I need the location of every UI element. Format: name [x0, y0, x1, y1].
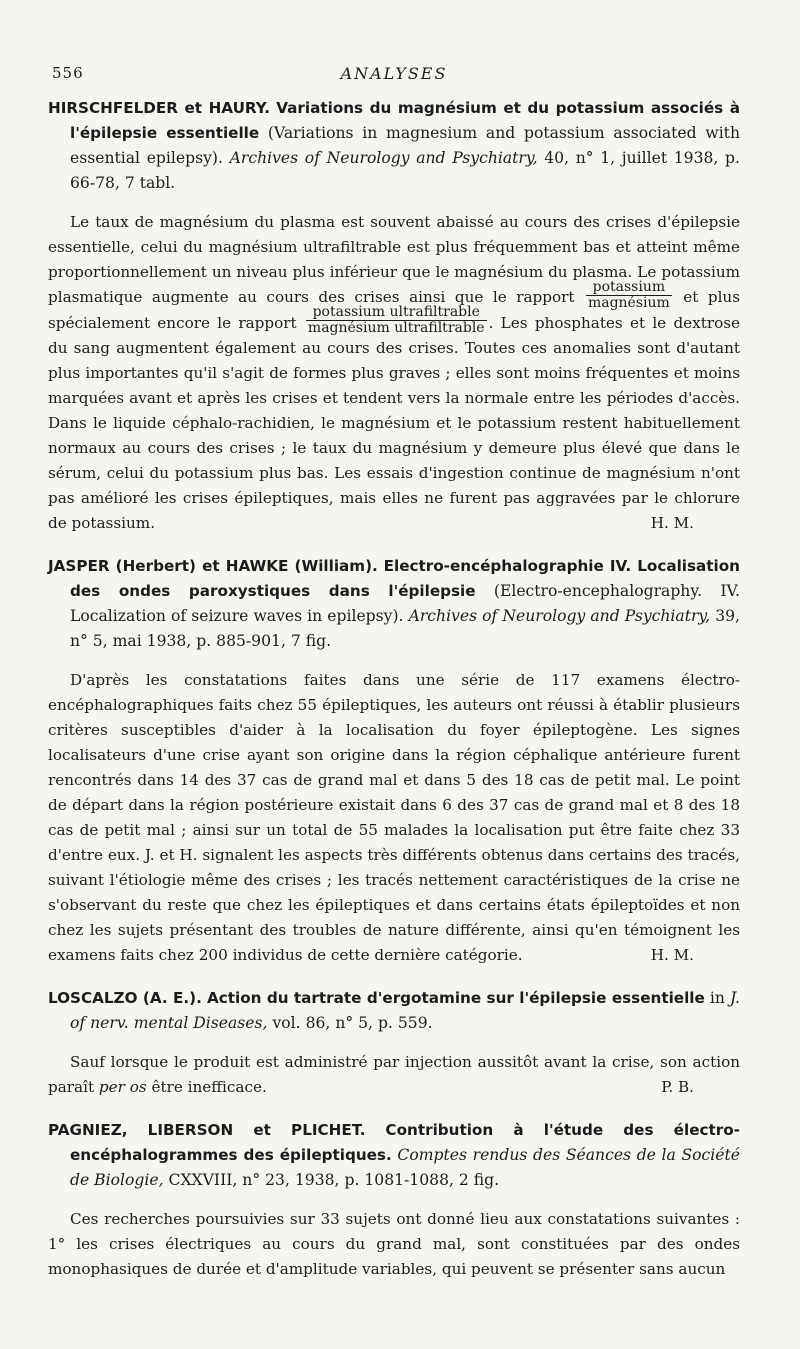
- article-abstract: [48, 210, 740, 536]
- article-reference: [48, 986, 740, 1036]
- section-title: ANALYSES: [340, 64, 448, 83]
- ratio-fraction-1: [586, 280, 672, 311]
- article-title: Electro-encéphalographie IV. Localisation des ondes paroxystiques dans l'épilepsie: [70, 557, 740, 600]
- abstract-text-2: être inefficace.: [151, 1078, 267, 1096]
- article-title: Variations du magnésium et du potassium associés à l'épilepsie essentielle: [70, 99, 740, 142]
- article-authors: LOSCALZO (A. E.).: [48, 989, 202, 1007]
- ratio-fraction-2: [306, 305, 487, 336]
- article-original-title: (Variations in magnesium and potassium associated with essential epilepsy).: [70, 124, 740, 167]
- article-original-title: in: [709, 989, 725, 1007]
- reviewer-signature: H. M.: [650, 946, 694, 964]
- article-pagniez: [48, 1118, 740, 1282]
- article-citation: CXXVIII, n° 23, 1938, p. 1081-1088, 2 fig.: [168, 1171, 500, 1189]
- articles: [48, 96, 740, 1300]
- article-authors: PAGNIEZ, LIBERSON et PLICHET.: [48, 1121, 366, 1139]
- abstract-text: Ces recherches poursuivies sur 33 sujets ont donné lieu aux constatations suivantes : 1° les crises électriques au cours du grand mal, sont constituées par des ondes monophasiques de durée et d'amplitude variables, qui peuvent se présenter sans aucun: [48, 1210, 740, 1278]
- abstract-text: D'après les constatations faites dans une série de 117 examens électro-encéphalographiques faits chez 55 épileptiques, les auteurs ont réussi à établir plusieurs critères susceptibles d'aider à la localisation du foyer épileptogène. Les signes localisateurs d'une crise ayant son origine dans la région céphalique antérieure furent rencontrés dans 14 des 37 cas de grand mal et dans 5 des 18 cas de petit mal. Le point de départ dans la région postérieure existait dans 6 des 37 cas de grand mal et 8 des 18 cas de petit mal ; ainsi sur un total de 55 malades la localisation put être faite chez 33 d'entre eux. J. et H. signalent les aspects très différents obtenus dans certains des tracés, suivant l'étiologie même des crises ; les tracés nettement caractéristiques de la crise ne s'observant du reste que chez les épileptiques et dans certains états épileptoïdes et non chez les sujets présentant des troubles de nature différente, ainsi qu'en témoignent les examens faits chez 200 individus de cette dernière catégorie.: [48, 671, 740, 964]
- article-journal: Comptes rendus des Séances de la Société de Biologie,: [70, 1146, 740, 1189]
- article-authors: JASPER (Herbert) et HAWKE (William).: [48, 557, 378, 575]
- article-abstract: [48, 1207, 740, 1282]
- reviewer-signature: P. B.: [661, 1078, 694, 1096]
- article-citation: vol. 86, n° 5, p. 559.: [272, 1014, 433, 1032]
- article-hirschfelder: [48, 96, 740, 536]
- article-authors: HIRSCHFELDER et HAURY.: [48, 99, 271, 117]
- article-journal: Archives of Neurology and Psychiatry,: [229, 149, 538, 167]
- article-citation: 40, n° 1, juillet 1938, p. 66-78, 7 tabl.: [70, 149, 740, 192]
- article-citation: 39, n° 5, mai 1938, p. 885-901, 7 fig.: [70, 607, 740, 650]
- abstract-italic: per os: [98, 1078, 147, 1096]
- fraction-denominator: magnésium: [587, 294, 670, 311]
- reviewer-signature: H. M.: [650, 514, 694, 532]
- abstract-text-1: Sauf lorsque le produit est administré par injection aussitôt avant la crise, son action paraît: [48, 1053, 740, 1096]
- article-title: Action du tartrate d'ergotamine sur l'épilepsie essentielle: [206, 989, 705, 1007]
- article-journal: J. of nerv. mental Diseases,: [70, 989, 740, 1032]
- abstract-text-2: et plus spécialement encore le rapport: [48, 288, 741, 332]
- article-title: Contribution à l'étude des électro-encéphalogrammes des épileptiques.: [70, 1121, 740, 1164]
- article-reference: [48, 1118, 740, 1193]
- abstract-text-1: Le taux de magnésium du plasma est souvent abaissé au cours des crises d'épilepsie essentielle, celui du magnésium ultrafiltrable est plus fréquemment bas et atteint même proportionnellement un niveau plus inférieur que le magnésium du plasma. Le potassium plasmatique augmente au cours des crises ainsi que le rapport: [48, 213, 740, 306]
- page-number: 556: [52, 64, 84, 82]
- article-reference: [48, 554, 740, 654]
- article-loscalzo: [48, 986, 740, 1100]
- article-journal: Archives of Neurology and Psychiatry,: [408, 607, 711, 625]
- article-abstract: [48, 668, 740, 968]
- fraction-numerator: potassium: [586, 280, 672, 296]
- article-jasper: [48, 554, 740, 968]
- fraction-numerator: potassium ultrafiltrable: [306, 305, 487, 321]
- abstract-text-3: . Les phosphates et le dextrose du sang augmentent également au cours des crises. Toutes ces anomalies sont d'autant plus importantes qu'il s'agit de formes plus graves ; elles sont moins fréquentes et moins marquées avant et après les crises et tendent vers la normale entre les périodes d'accès. Dans le liquide céphalo-rachidien, le magnésium et le potassium restent habituellement normaux au cours des crises ; le taux du magnésium y demeure plus élevé que dans le sérum, celui du potassium plus bas. Les essais d'ingestion continue de magnésium n'ont pas amélioré les crises épileptiques, mais elles ne furent pas aggravées par le chlorure de potassium.: [48, 313, 741, 532]
- article-reference: [48, 96, 740, 196]
- article-abstract: [48, 1050, 740, 1100]
- running-head: [52, 64, 736, 86]
- article-original-title: (Electro-encephalography. IV. Localization of seizure waves in epilepsy).: [70, 582, 740, 625]
- fraction-denominator: magnésium ultrafiltrable: [307, 320, 485, 336]
